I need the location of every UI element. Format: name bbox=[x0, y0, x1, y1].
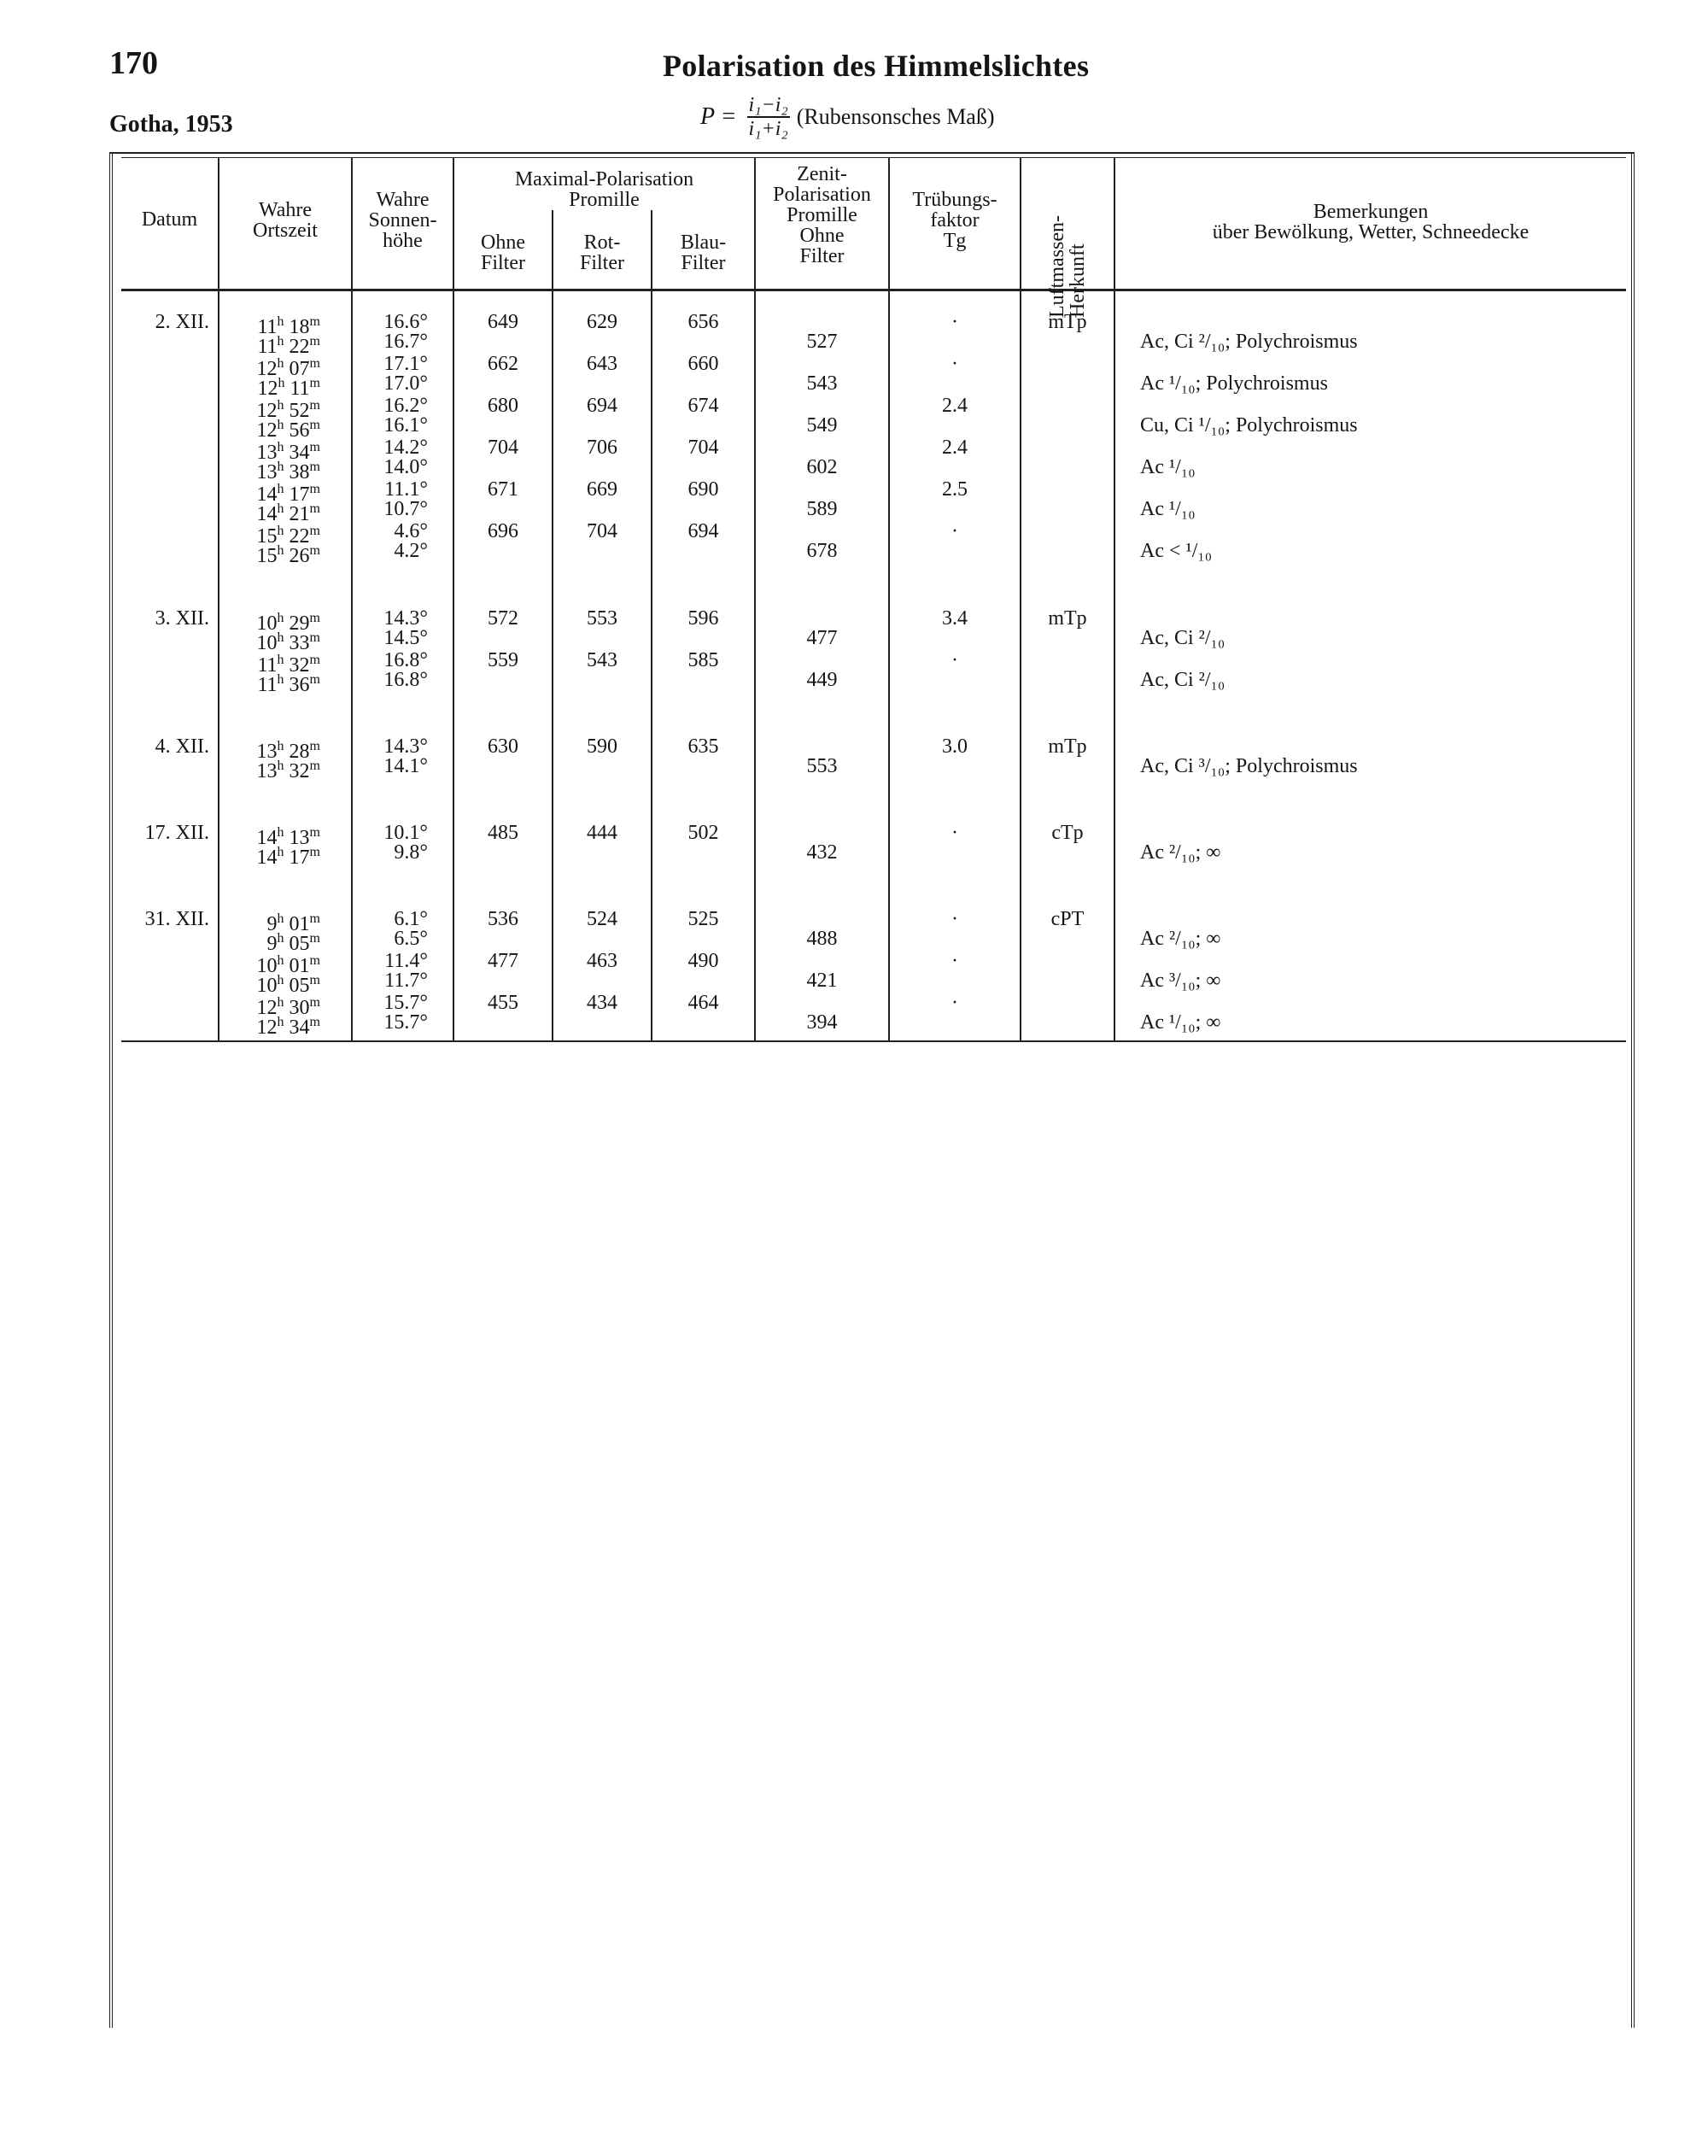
table-top-rule-inner bbox=[121, 157, 1626, 158]
time-minutes: 22 bbox=[284, 336, 310, 358]
page-number: 170 bbox=[109, 45, 158, 81]
time-hours: 14 bbox=[256, 503, 278, 525]
cell-zenit: 678 bbox=[806, 540, 838, 562]
cell-hoehe: 4.6° bbox=[394, 520, 428, 542]
cell-ohne: 477 bbox=[488, 950, 518, 972]
header-maxpol bbox=[454, 169, 754, 210]
cell-zenit: 488 bbox=[806, 928, 838, 950]
cell-hoehe: 11.1° bbox=[384, 478, 428, 501]
time-hours: 13 bbox=[256, 461, 278, 483]
cell-bem: Ac ²/₁₀; ∞ bbox=[1140, 841, 1221, 864]
time-hours: 12 bbox=[256, 1016, 278, 1039]
station-label: Gotha, 1953 bbox=[109, 111, 233, 138]
cell-tg: · bbox=[951, 822, 958, 844]
time-minutes: 22 bbox=[284, 525, 310, 548]
formula-lhs: P = bbox=[700, 103, 737, 130]
cell-bem: Ac ¹/₁₀; Polychroismus bbox=[1140, 372, 1328, 395]
cell-hoehe: 14.3° bbox=[383, 735, 428, 758]
cell-time: 10$^h$ 33$^m$ bbox=[256, 630, 320, 654]
cell-datum: 3. XII. bbox=[155, 607, 209, 630]
cell-rot: 444 bbox=[587, 822, 617, 844]
cell-bem: Ac ²/₁₀; ∞ bbox=[1140, 928, 1221, 950]
cell-time: 13$^h$ 28$^m$ bbox=[256, 739, 320, 763]
cell-blau: 464 bbox=[687, 992, 719, 1014]
time-minutes: 26 bbox=[284, 545, 310, 567]
cell-zenit: 549 bbox=[806, 414, 838, 436]
cell-rot: 669 bbox=[587, 478, 617, 501]
time-minutes: 38 bbox=[284, 461, 310, 483]
cell-time: 12$^h$ 11$^m$ bbox=[257, 376, 320, 400]
cell-tg: · bbox=[951, 950, 958, 972]
cell-time: 11$^h$ 36$^m$ bbox=[257, 672, 320, 696]
cell-tg: · bbox=[951, 520, 958, 542]
header-sonnenhoehe bbox=[353, 190, 453, 251]
polarisation-formula bbox=[700, 87, 995, 147]
cell-ohne: 559 bbox=[488, 649, 518, 671]
cell-ohne: 680 bbox=[488, 395, 518, 417]
time-minutes: 13 bbox=[284, 827, 310, 849]
header-bemerkungen-line: Bemerkungen bbox=[1313, 201, 1429, 223]
cell-hoehe: 16.8° bbox=[383, 669, 428, 691]
formula-numerator: i₁−i₂ bbox=[748, 94, 788, 116]
header-zenit-line: Polarisation bbox=[773, 184, 871, 206]
time-hours: 12 bbox=[256, 997, 278, 1019]
time-hours: 13 bbox=[256, 741, 278, 763]
time-minutes: 21 bbox=[284, 503, 310, 525]
cell-time: 12$^h$ 30$^m$ bbox=[256, 995, 320, 1019]
header-blau-filter bbox=[652, 232, 754, 273]
cell-tg: 3.4 bbox=[942, 607, 968, 630]
cell-rot: 590 bbox=[587, 735, 617, 758]
time-minutes: 18 bbox=[284, 316, 310, 338]
time-hours: 9 bbox=[266, 933, 278, 955]
table-bottom-rule bbox=[121, 1040, 1626, 1042]
cell-hoehe: 14.3° bbox=[383, 607, 428, 630]
cell-rot: 463 bbox=[587, 950, 617, 972]
cell-tg: · bbox=[951, 992, 958, 1014]
header-truebung bbox=[890, 190, 1020, 251]
header-rot-line: Filter bbox=[580, 252, 624, 274]
time-minutes: 34 bbox=[284, 1016, 310, 1039]
time-minutes: 33 bbox=[284, 632, 310, 654]
header-ortszeit-line: Ortszeit bbox=[253, 220, 318, 242]
time-hours: 9 bbox=[266, 913, 278, 935]
cell-tg: · bbox=[951, 311, 958, 333]
cell-time: 15$^h$ 22$^m$ bbox=[256, 524, 320, 548]
time-minutes: 29 bbox=[284, 612, 310, 635]
cell-bem: Ac ¹/₁₀ bbox=[1140, 498, 1196, 520]
cell-ohne: 630 bbox=[488, 735, 518, 758]
cell-rot: 434 bbox=[587, 992, 617, 1014]
formula-note: (Rubensonsches Maß) bbox=[796, 104, 995, 129]
cell-hoehe: 11.4° bbox=[384, 950, 428, 972]
header-rot-line: Rot- bbox=[583, 231, 621, 254]
time-hours: 11 bbox=[257, 336, 278, 358]
cell-datum: 31. XII. bbox=[144, 908, 209, 930]
time-minutes: 30 bbox=[284, 997, 310, 1019]
cell-zenit: 589 bbox=[806, 498, 838, 520]
cell-blau: 656 bbox=[687, 311, 719, 333]
cell-blau: 690 bbox=[687, 478, 719, 501]
time-minutes: 05 bbox=[284, 933, 310, 955]
header-maxpol-line: Promille bbox=[569, 189, 640, 211]
cell-luft: mTp bbox=[1048, 735, 1087, 758]
col-divider bbox=[754, 157, 756, 1040]
cell-ohne: 572 bbox=[488, 607, 518, 630]
cell-blau: 502 bbox=[687, 822, 719, 844]
cell-hoehe: 17.0° bbox=[383, 372, 428, 395]
time-hours: 12 bbox=[257, 378, 278, 400]
cell-time: 14$^h$ 13$^m$ bbox=[256, 825, 320, 849]
cell-ohne: 536 bbox=[488, 908, 518, 930]
cell-rot: 629 bbox=[587, 311, 617, 333]
col-divider bbox=[218, 157, 219, 1040]
cell-rot: 524 bbox=[587, 908, 617, 930]
cell-luft: mTp bbox=[1048, 607, 1087, 630]
cell-datum: 17. XII. bbox=[144, 822, 209, 844]
cell-tg: 3.0 bbox=[942, 735, 968, 758]
cell-tg: · bbox=[951, 353, 958, 375]
cell-time: 13$^h$ 38$^m$ bbox=[256, 460, 320, 483]
cell-rot: 543 bbox=[587, 649, 617, 671]
cell-bem: Ac ¹/₁₀ bbox=[1140, 456, 1196, 478]
time-hours: 13 bbox=[256, 442, 278, 464]
cell-tg: 2.4 bbox=[942, 436, 968, 459]
col-divider bbox=[1114, 157, 1115, 1040]
cell-blau: 490 bbox=[687, 950, 719, 972]
header-zenit-line: Filter bbox=[799, 245, 845, 267]
cell-bem: Ac ¹/₁₀; ∞ bbox=[1140, 1011, 1221, 1034]
header-ohne-line: Filter bbox=[481, 252, 525, 274]
cell-luft: mTp bbox=[1048, 311, 1087, 333]
cell-zenit: 394 bbox=[806, 1011, 838, 1034]
cell-rot: 704 bbox=[587, 520, 617, 542]
header-bemerkungen bbox=[1115, 202, 1626, 243]
cell-blau: 585 bbox=[687, 649, 719, 671]
cell-ohne: 649 bbox=[488, 311, 518, 333]
header-ohne-line: Ohne bbox=[481, 231, 525, 254]
cell-time: 12$^h$ 56$^m$ bbox=[256, 418, 320, 442]
header-zenit bbox=[756, 164, 888, 267]
cell-bem: Ac ³/₁₀; ∞ bbox=[1140, 970, 1221, 992]
cell-hoehe: 10.1° bbox=[383, 822, 428, 844]
header-luftmassen bbox=[1047, 147, 1088, 318]
cell-hoehe: 14.5° bbox=[383, 627, 428, 649]
cell-bem: Ac, Ci ²/₁₀; Polychroismus bbox=[1140, 331, 1358, 353]
time-minutes: 17 bbox=[284, 483, 310, 506]
cell-bem: Ac < ¹/₁₀ bbox=[1140, 540, 1213, 562]
cell-hoehe: 16.1° bbox=[383, 414, 428, 436]
time-minutes: 34 bbox=[284, 442, 310, 464]
cell-time: 12$^h$ 07$^m$ bbox=[256, 356, 320, 380]
time-hours: 14 bbox=[256, 827, 278, 849]
header-luftmassen-line: Herkunft bbox=[1067, 243, 1089, 318]
time-hours: 15 bbox=[256, 545, 278, 567]
cell-hoehe: 15.7° bbox=[383, 1011, 428, 1034]
header-ortszeit bbox=[219, 200, 351, 241]
cell-rot: 706 bbox=[587, 436, 617, 459]
cell-blau: 525 bbox=[687, 908, 719, 930]
header-sonnenhoehe-line: Wahre bbox=[376, 189, 430, 211]
cell-tg: 2.4 bbox=[942, 395, 968, 417]
col-divider bbox=[351, 157, 353, 1040]
cell-zenit: 553 bbox=[806, 755, 838, 777]
cell-time: 14$^h$ 17$^m$ bbox=[256, 482, 320, 506]
header-truebung-line: Trübungs- bbox=[912, 189, 997, 211]
time-hours: 14 bbox=[256, 847, 278, 869]
time-hours: 15 bbox=[256, 525, 278, 548]
cell-zenit: 602 bbox=[806, 456, 838, 478]
time-minutes: 11 bbox=[284, 378, 310, 400]
time-minutes: 07 bbox=[284, 358, 310, 380]
cell-zenit: 543 bbox=[806, 372, 838, 395]
time-minutes: 01 bbox=[284, 955, 310, 977]
cell-time: 15$^h$ 26$^m$ bbox=[256, 543, 320, 567]
header-blau-line: Blau- bbox=[680, 231, 727, 254]
cell-hoehe: 9.8° bbox=[394, 841, 428, 864]
time-minutes: 32 bbox=[284, 654, 310, 677]
cell-time: 13$^h$ 32$^m$ bbox=[256, 759, 320, 782]
cell-ohne: 696 bbox=[488, 520, 518, 542]
cell-luft: cTp bbox=[1051, 822, 1084, 844]
time-hours: 12 bbox=[256, 400, 278, 422]
header-truebung-line: faktor bbox=[930, 209, 980, 231]
time-minutes: 28 bbox=[284, 741, 310, 763]
cell-blau: 596 bbox=[687, 607, 719, 630]
header-sonnenhoehe-line: höhe bbox=[383, 230, 423, 252]
cell-zenit: 432 bbox=[806, 841, 838, 864]
page-title: Polarisation des Himmelslichtes bbox=[663, 49, 1090, 83]
cell-time: 14$^h$ 17$^m$ bbox=[256, 845, 320, 869]
cell-bem: Cu, Ci ¹/₁₀; Polychroismus bbox=[1140, 414, 1358, 436]
cell-time: 11$^h$ 32$^m$ bbox=[257, 653, 320, 677]
cell-hoehe: 17.1° bbox=[383, 353, 428, 375]
cell-zenit: 449 bbox=[806, 669, 838, 691]
cell-blau: 674 bbox=[687, 395, 719, 417]
cell-hoehe: 14.1° bbox=[383, 755, 428, 777]
cell-time: 12$^h$ 34$^m$ bbox=[256, 1015, 320, 1039]
time-hours: 11 bbox=[257, 674, 278, 696]
time-hours: 10 bbox=[256, 955, 278, 977]
cell-ohne: 485 bbox=[488, 822, 518, 844]
cell-time: 13$^h$ 34$^m$ bbox=[256, 440, 320, 464]
cell-rot: 553 bbox=[587, 607, 617, 630]
cell-time: 11$^h$ 18$^m$ bbox=[257, 314, 320, 338]
cell-tg: · bbox=[951, 649, 958, 671]
cell-hoehe: 14.2° bbox=[383, 436, 428, 459]
header-ortszeit-line: Wahre bbox=[258, 199, 313, 221]
cell-tg: 2.5 bbox=[942, 478, 968, 501]
cell-blau: 635 bbox=[687, 735, 719, 758]
time-minutes: 05 bbox=[284, 975, 310, 997]
header-zenit-line: Ohne bbox=[799, 225, 845, 247]
header-blau-line: Filter bbox=[681, 252, 726, 274]
table-top-rule bbox=[109, 152, 1635, 154]
cell-ohne: 455 bbox=[488, 992, 518, 1014]
header-ohne-filter bbox=[454, 232, 552, 273]
time-hours: 14 bbox=[256, 483, 278, 506]
time-minutes: 17 bbox=[284, 847, 310, 869]
cell-time: 10$^h$ 05$^m$ bbox=[256, 973, 320, 997]
header-rot-filter bbox=[553, 232, 651, 273]
cell-hoehe: 15.7° bbox=[383, 992, 428, 1014]
cell-hoehe: 16.6° bbox=[383, 311, 428, 333]
header-truebung-line: Tg bbox=[943, 230, 967, 252]
time-hours: 11 bbox=[257, 654, 278, 677]
time-minutes: 36 bbox=[284, 674, 310, 696]
time-hours: 10 bbox=[256, 975, 278, 997]
time-hours: 12 bbox=[256, 419, 278, 442]
time-hours: 10 bbox=[256, 632, 278, 654]
time-hours: 10 bbox=[256, 612, 278, 635]
cell-time: 9$^h$ 05$^m$ bbox=[266, 931, 320, 955]
cell-hoehe: 10.7° bbox=[383, 498, 428, 520]
cell-hoehe: 6.5° bbox=[394, 928, 428, 950]
cell-bem: Ac, Ci ²/₁₀ bbox=[1140, 627, 1225, 649]
cell-rot: 694 bbox=[587, 395, 617, 417]
header-zenit-line: Promille bbox=[787, 204, 857, 226]
cell-hoehe: 16.2° bbox=[383, 395, 428, 417]
cell-hoehe: 4.2° bbox=[394, 540, 428, 562]
cell-zenit: 421 bbox=[806, 970, 838, 992]
cell-blau: 704 bbox=[687, 436, 719, 459]
cell-zenit: 527 bbox=[806, 331, 838, 353]
header-bottom-rule bbox=[121, 289, 1626, 291]
time-minutes: 52 bbox=[284, 400, 310, 422]
header-maxpol-line: Maximal-Polarisation bbox=[514, 168, 694, 190]
cell-hoehe: 6.1° bbox=[394, 908, 428, 930]
cell-ohne: 704 bbox=[488, 436, 518, 459]
cell-blau: 694 bbox=[687, 520, 719, 542]
cell-hoehe: 14.0° bbox=[383, 456, 428, 478]
header-luftmassen-line: Luftmassen- bbox=[1046, 215, 1068, 318]
header-zenit-line: Zenit- bbox=[797, 163, 847, 185]
cell-datum: 2. XII. bbox=[155, 311, 209, 333]
time-minutes: 32 bbox=[284, 760, 310, 782]
cell-ohne: 671 bbox=[488, 478, 518, 501]
cell-hoehe: 16.8° bbox=[383, 649, 428, 671]
cell-bem: Ac, Ci ³/₁₀; Polychroismus bbox=[1140, 755, 1358, 777]
cell-time: 9$^h$ 01$^m$ bbox=[266, 911, 320, 935]
formula-denominator: i₁+i₂ bbox=[748, 118, 788, 140]
cell-time: 12$^h$ 52$^m$ bbox=[256, 398, 320, 422]
col-divider bbox=[888, 157, 890, 1040]
cell-time: 11$^h$ 22$^m$ bbox=[257, 334, 320, 358]
col-divider bbox=[1020, 157, 1021, 1040]
col-divider bbox=[453, 157, 454, 1040]
time-hours: 13 bbox=[256, 760, 278, 782]
cell-time: 14$^h$ 21$^m$ bbox=[256, 501, 320, 525]
header-sonnenhoehe-line: Sonnen- bbox=[368, 209, 437, 231]
cell-hoehe: 16.7° bbox=[383, 331, 428, 353]
cell-blau: 660 bbox=[687, 353, 719, 375]
time-hours: 11 bbox=[257, 316, 278, 338]
cell-luft: cPT bbox=[1050, 908, 1085, 930]
cell-rot: 643 bbox=[587, 353, 617, 375]
cell-zenit: 477 bbox=[806, 627, 838, 649]
cell-ohne: 662 bbox=[488, 353, 518, 375]
cell-bem: Ac, Ci ²/₁₀ bbox=[1140, 669, 1225, 691]
cell-time: 10$^h$ 01$^m$ bbox=[256, 953, 320, 977]
time-minutes: 56 bbox=[284, 419, 310, 442]
time-hours: 12 bbox=[256, 358, 278, 380]
cell-tg: · bbox=[951, 908, 958, 930]
cell-time: 10$^h$ 29$^m$ bbox=[256, 611, 320, 635]
header-bemerkungen-line: über Bewölkung, Wetter, Schneedecke bbox=[1212, 221, 1530, 243]
formula-fraction bbox=[747, 94, 790, 140]
cell-hoehe: 11.7° bbox=[384, 970, 428, 992]
header-datum: Datum bbox=[141, 208, 198, 231]
cell-datum: 4. XII. bbox=[155, 735, 209, 758]
time-minutes: 01 bbox=[284, 913, 310, 935]
